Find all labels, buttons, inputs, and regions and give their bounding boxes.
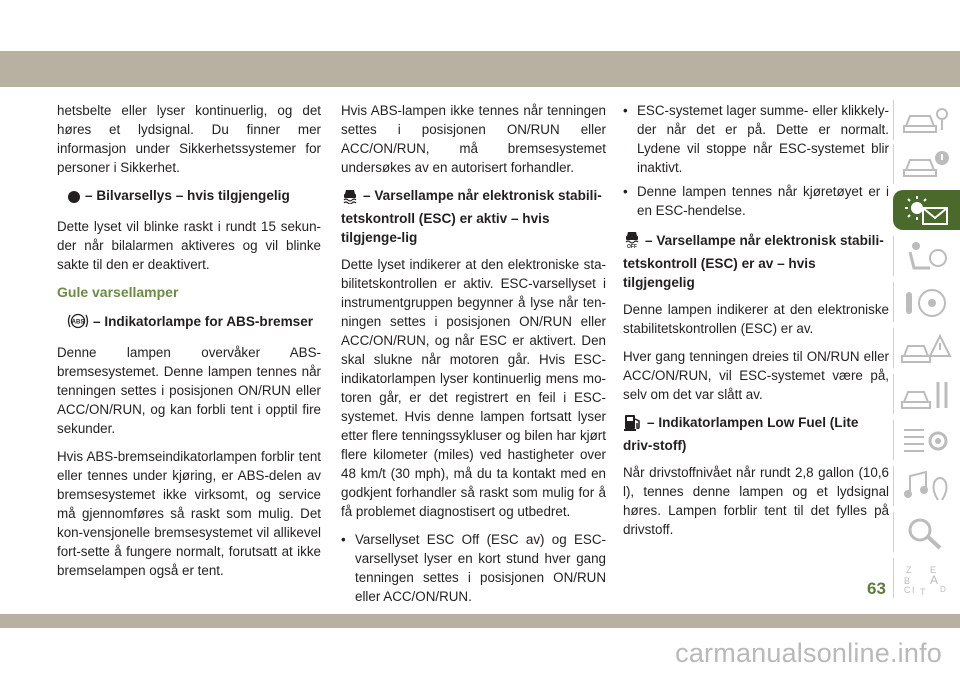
col2-list (341, 530, 606, 606)
steering-wheel-icon (900, 286, 952, 320)
index-letter: B (904, 576, 911, 586)
tab-search[interactable] (893, 512, 960, 552)
tab-warning[interactable] (893, 144, 960, 184)
col1-abs-text-1: Denne lampen overvåker ABS-bremsesystemet. Denne lampen tennes når tenningen settes i posisjonen ON/RUN eller ACC/ON/RUN, og kan forbli tent i opptil fire sekunder. (57, 345, 321, 436)
col1-abs-text-2: Hvis ABS-bremseindikatorlampen forblir tent eller tennes under kjøring, er ABS-delen av bremsesystemet ikke virksomt, og service må gjennomføres så raskt som mulig. Det kon-vensjonelle bremsesystemet vil allikevel fort-sette å fungere normalt, forutsatt at ikke bremselampen også er tent. (57, 449, 321, 578)
tab-safety[interactable] (893, 236, 960, 276)
tab-service[interactable] (893, 374, 960, 414)
col3-list (623, 101, 889, 220)
fuel-pump-icon (623, 413, 643, 436)
hazard-car-icon (900, 332, 952, 366)
car-key-icon (900, 104, 952, 138)
column-3 (623, 101, 889, 548)
watermark[interactable]: carmanualsonline.info (0, 628, 960, 678)
index-letter: T (920, 587, 926, 596)
heading-abs: ABS – Indikatorlampe for ABS-bremser (57, 312, 321, 335)
tab-vehicle[interactable] (893, 100, 960, 140)
heading-esc-active: – Varsellampe når elektronisk stabili-tetskontroll (ESC) er aktiv – hvis tilgjenge-lig (341, 188, 602, 245)
esc-active-icon (341, 186, 359, 209)
alphabet-index-icon (900, 562, 952, 596)
esc-off-icon-text: OFF (627, 244, 637, 249)
index-letter: I (912, 585, 915, 595)
list-item: • Denne lampen tennes når kjøretøyet er i en ESC-hendelse. (623, 182, 889, 220)
index-letter: D (940, 585, 946, 594)
tab-instrument-lights[interactable] (893, 190, 960, 230)
wrench-car-icon (900, 378, 952, 412)
index-letter: C (904, 585, 911, 595)
settings-list-icon (900, 424, 952, 458)
col2-intro: Hvis ABS-lampen ikke tennes når tenningen settes i posisjonen ON/RUN eller ACC/ON/RUN, må bremsesystemet undersøkes av en autorisert forhandler. (341, 103, 606, 175)
tab-specifications[interactable] (893, 420, 960, 460)
col2-esc-text: Dette lyset indikerer at den elektroniske sta-bilitetskontrollen er aktiv. ESC-varsellyset i instrumentgruppen begynner å lyse når ten-ningen settes i posisjonen ON/RUN eller ACC/ON/RUN, og når ESC er aktivert. Den skal slukne når motoren går. Hvis ESC-indikatorlampen lyser kontinuerlig mens mo-toren går, er det registrert en feil i ESC-systemet. Hvis denne lampen fortsatt lyser etter flere tenningssykluser og bilen har kjørt flere kilometer (miles) ved hastigheter over 48 km/t (30 mph), må du ta kontakt med en godkjent forhandler så raskt som mulig for å få problemet diagnostisert og utbedret. (341, 257, 606, 519)
list-item: • Varsellyset ESC Off (ESC av) og ESC-varsellyset lyser en kort stund hver gang tenningen settes i posisjonen ON/RUN eller ACC/ON/RUN. (341, 530, 606, 606)
esc-off-icon (623, 229, 641, 254)
abs-warning-icon (67, 312, 89, 335)
car-info-icon (900, 148, 952, 182)
heading-esc-off: OFF – Varsellampe når elektronisk stabili-tetskontroll (ESC) er av – hvis tilgjengelig (623, 229, 889, 292)
index-letter: E (930, 565, 937, 575)
page-number: 63 (867, 579, 886, 598)
column-2 (341, 101, 606, 615)
warning-light-icon (899, 194, 951, 228)
tab-emergency[interactable] (893, 328, 960, 368)
col1-bilvarsellys-text: Dette lyset vil blinke raskt i rundt 15 sekun-der når bilalarmen aktiveres og vil blinke sakte til den er deaktivert. (57, 219, 321, 272)
heading-bilvarsellys: – Bilvarsellys – hvis tilgjengelig (57, 186, 321, 209)
col1-intro: hetsbelte eller lyser kontinuerlig, og det høres et lydsignal. Du finner mer informasjon under Sikkerhetssystemer for personer i Sikkerhet. (57, 103, 321, 175)
tab-index[interactable] (893, 558, 960, 598)
magnifier-icon (900, 516, 952, 550)
header-band (0, 0, 960, 91)
music-nav-icon (900, 470, 952, 504)
list-item: • ESC-systemet lager summe- eller klikkely-der når det er på. Dette er normalt. Lydene vil stoppe når ESC-systemet blir inaktivt. (623, 101, 889, 177)
chapter-tabs (893, 100, 960, 600)
heading-gule-varsellamper: Gule varsellamper (57, 284, 179, 300)
abs-icon-text: ABS (71, 319, 85, 326)
heading-low-fuel: – Indikatorlampen Low Fuel (Lite driv-stoff) (623, 415, 859, 453)
vehicle-security-light-icon (67, 190, 81, 209)
footer-band (0, 614, 960, 628)
col3-escoff-text-2: Hver gang tenningen dreies til ON/RUN eller ACC/ON/RUN, vil ESC-systemet være på, selv om det var slått av. (623, 349, 889, 402)
header-bar (0, 51, 960, 87)
seat-airbag-icon (900, 240, 952, 274)
col3-fuel-text: Når drivstoffnivået når rundt 2,8 gallon (10,6 l), tennes denne lampen og et lydsignal høres. Lampen forblir tent til det fylles på drivstoff. (623, 465, 889, 537)
index-letter: A (930, 573, 939, 587)
tab-multimedia[interactable] (893, 466, 960, 506)
index-letter: Z (906, 565, 912, 575)
col3-escoff-text-1: Denne lampen indikerer at den elektroniske stabilitetskontrollen (ESC) er av. (623, 302, 889, 336)
tab-driving[interactable] (893, 282, 960, 322)
column-1 (57, 101, 321, 589)
